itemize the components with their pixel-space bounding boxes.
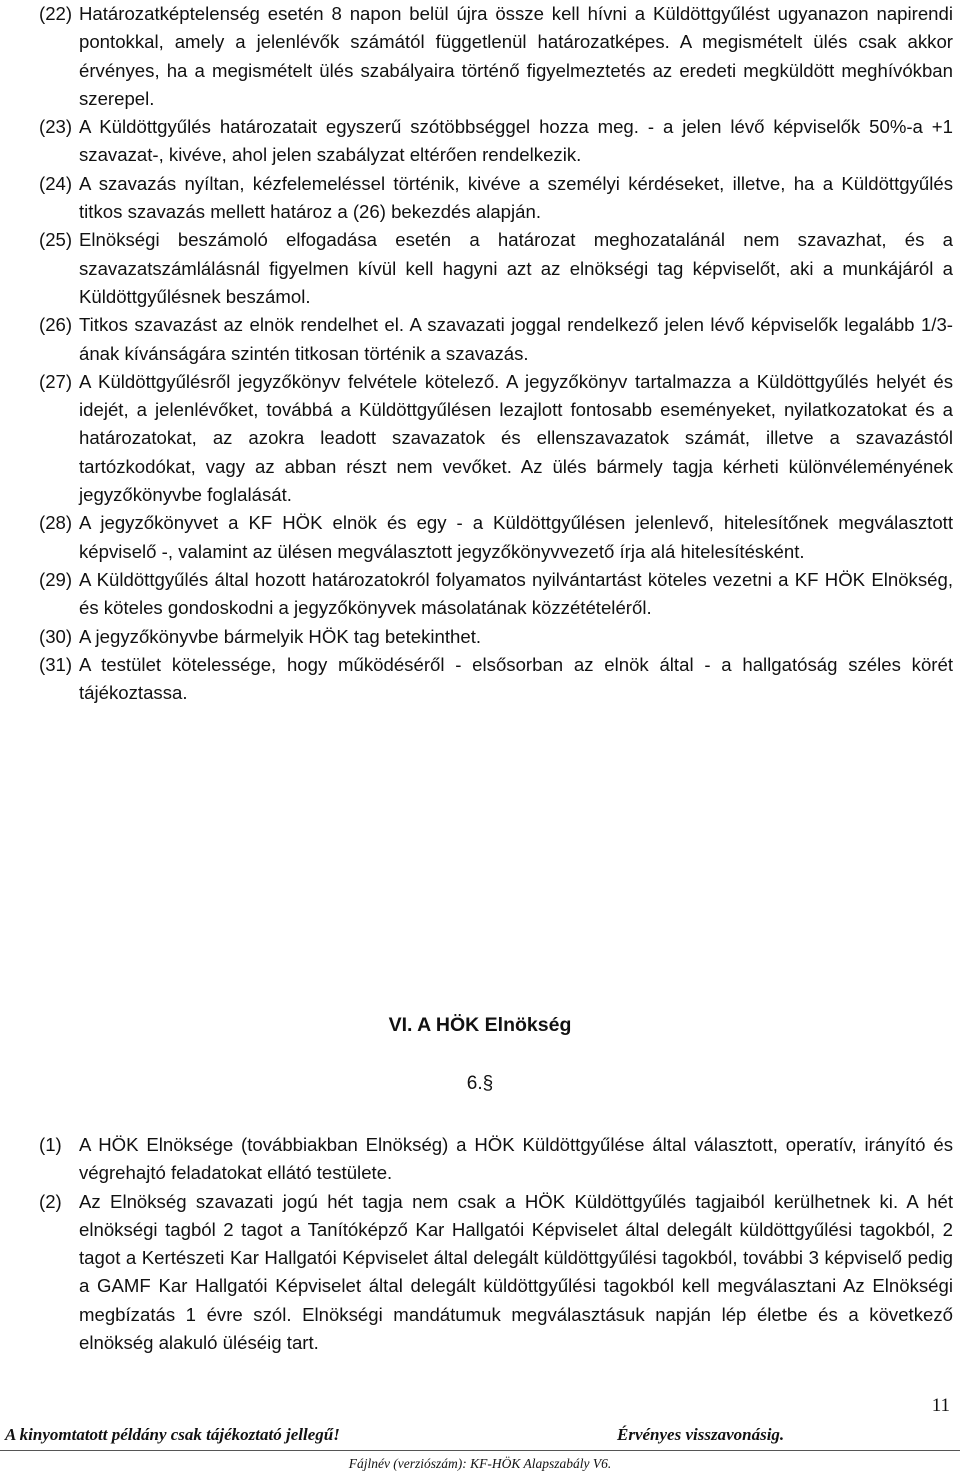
paragraph-number: (24) (39, 172, 73, 194)
paragraph-22 (39, 0, 953, 113)
paragraph-text: A jegyzőkönyvet a KF HÖK elnök és egy - a Küldöttgyűlésen jelenlevő, hitelesítőnek megválasztott képviselő -, valamint az ülésen megválasztott jegyzőkönyvvezető írja alá hitelesítésként. (79, 512, 953, 562)
footer-divider (0, 1450, 960, 1451)
paragraph-number: (26) (39, 314, 73, 336)
paragraph-text: Titkos szavazást az elnök rendelhet el. A szavazati joggal rendelkező jelen lévő képviselők legalább 1/3-ának kívánságára szintén titkosan történik a szavazás. (79, 314, 953, 364)
footer-note-left: A kinyomtatott példány csak tájékoztató jellegű! (5, 1425, 340, 1444)
paragraph-27 (39, 368, 953, 509)
paragraph-text: A szavazás nyíltan, kézfelemeléssel történik, kivéve a személyi kérdéseket, illetve, ha a Küldöttgyűlés titkos szavazás mellett határoz a (26) bekezdés alapján. (79, 172, 953, 223)
paragraph-31 (39, 651, 953, 708)
paragraph-text: A Küldöttgyűlésről jegyzőkönyv felvétele kötelező. A jegyzőkönyv tartalmazza a Küldöttgyűlés helyét és idejét, a jelenlévőket, továbbá a Küldöttgyűlésen lezajlott fontosabb eseményeket, nyilatkozatokat és a határozatokat, az azokra leadott szavazatok és ellenszavazatok számát, illetve a szavazástól tartózkodókat, vagy az abban részt nem vevőket. Az ülés bármely tagja kérheti különvéleményének jegyzőkönyvbe foglalását. (79, 370, 953, 506)
paragraph-number: (2) (39, 1190, 62, 1212)
paragraph-number: (30) (39, 625, 73, 647)
paragraph-number: (27) (39, 370, 73, 392)
paragraph-number: (22) (39, 3, 73, 24)
paragraph-26 (39, 311, 953, 368)
paragraph-25 (39, 226, 953, 311)
paragraph-29 (39, 566, 953, 623)
paragraph-text: A jegyzőkönyvbe bármelyik HÖK tag betekinthet. (79, 625, 482, 647)
section-body (39, 1131, 953, 1357)
footer-filename: Fájlnév (verziószám): KF-HÖK Alapszabály V6. (348, 1456, 612, 1471)
paragraph-text: Elnökségi beszámoló elfogadása esetén a határozat meghozatalánál nem szavazhat, és a szavazatszámlálásnál figyelmen kívül kell hagyni azt az elnökségi tag képviselőt, aki a munkájáról a Küldöttgyűlésnek beszámol. (79, 229, 953, 307)
paragraph-text: Az Elnökség szavazati jogú hét tagja nem csak a HÖK Küldöttgyűlés tagjaiból kerülhetnek ki. A hét elnökségi tagból 2 tagot a Tanítóképző Kar Hallgatói Képviselet által delegált küldöttgyűlési tagokból, 2 tagot a Kertészeti Kar Hallgatói Képviselet által delegált küldöttgyűlési tagokból, további 3 képviselő pedig a GAMF Kar Hallgatói Képviselet által delegált küldöttgyűlési tagokból kell megválasztani Az Elnökségi megbízatás 1 évre szól. Elnökségi mandátumuk megválasztásuk napján lép életbe és a következő elnökség alakuló üléséig tart. (79, 1190, 953, 1354)
paragraph-text: A Küldöttgyűlés által hozott határozatokról folyamatos nyilvántartást köteles vezetni a KF HÖK Elnökség, és köteles gondoskodni a jegyzőkönyvek másolatának közzétételéről. (79, 568, 953, 619)
paragraph-text: A Küldöttgyűlés határozatait egyszerű szótöbbséggel hozza meg. - a jelen lévő képviselők 50%-a +1 szavazat-, kivéve, ahol jelen szabályzat eltérően rendelkezik. (79, 116, 953, 166)
paragraph-30 (39, 623, 953, 651)
paragraph-number: (31) (39, 653, 73, 675)
paragraph-1 (39, 1131, 953, 1188)
paragraph-number: (1) (39, 1134, 62, 1155)
paragraph-number: (28) (39, 512, 73, 534)
document-body (39, 0, 953, 707)
paragraph-2 (39, 1188, 953, 1358)
paragraph-23 (39, 113, 953, 170)
paragraph-24 (39, 170, 953, 227)
paragraph-28 (39, 509, 953, 566)
paragraph-number: (25) (39, 229, 73, 251)
section-sign: 6.§ (466, 1073, 494, 1094)
paragraph-number: (29) (39, 568, 73, 590)
footer-note-right: Érvényes visszavonásig. (617, 1425, 785, 1444)
paragraph-text: A HÖK Elnöksége (továbbiakban Elnökség) a HÖK Küldöttgyűlése által választott, operatív, irányító és végrehajtó feladatokat ellátó testülete. (79, 1134, 953, 1184)
paragraph-text: A testület kötelessége, hogy működéséről - elsősorban az elnök által - a hallgatóság széles körét tájékoztassa. (79, 653, 953, 704)
section-heading: VI. A HÖK Elnökség (388, 1014, 572, 1036)
paragraph-number: (23) (39, 116, 73, 138)
paragraph-text: Határozatképtelenség esetén 8 napon belül újra össze kell hívni a Küldöttgyűlést ugyanazon napirendi pontokkal, amely a jelenlévők számától függetlenül határozatképes. A megismételt ülés csak akkor érvényes, ha a megismételt ülés szabályaira történő figyelmeztetés az eredeti megküldött meghívókban szerepel. (79, 3, 953, 109)
page-number: 11 (931, 1395, 950, 1416)
